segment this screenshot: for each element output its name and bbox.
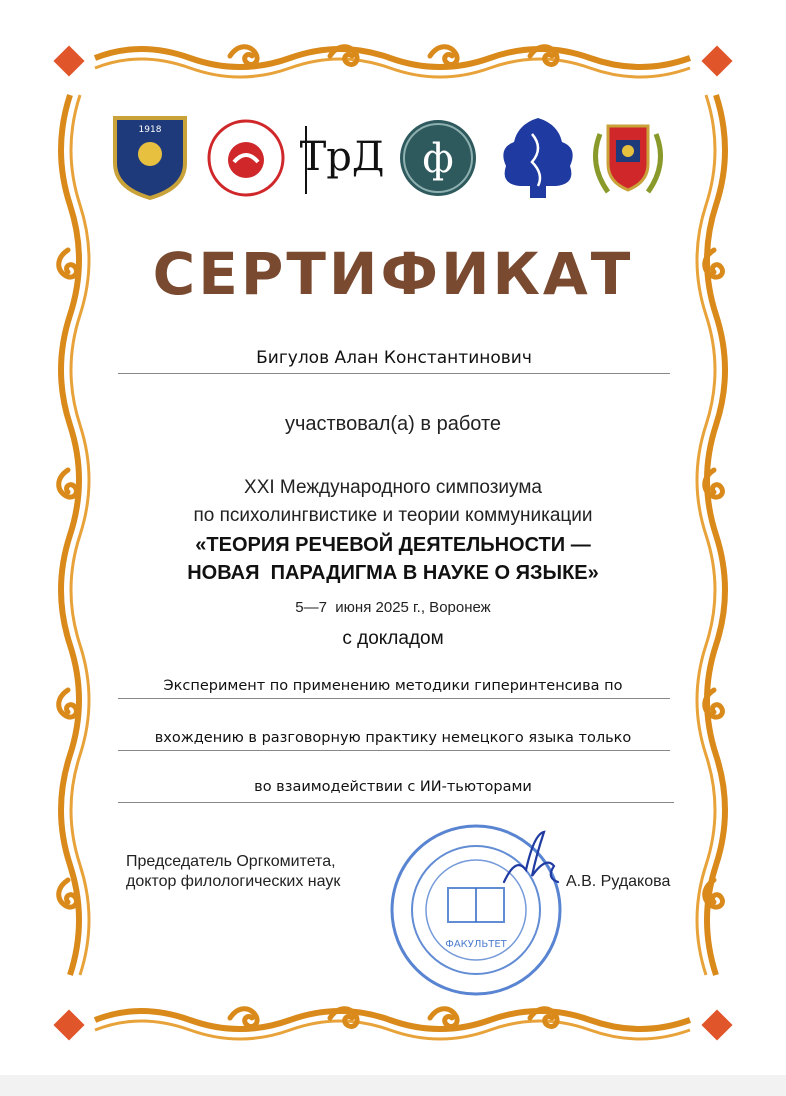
dna-tree-logo-icon — [503, 118, 572, 198]
svg-text:ф: ф — [422, 136, 454, 182]
certificate-title: СЕРТИФИКАТ — [152, 240, 634, 308]
laurel-shield-crest-icon — [596, 126, 661, 192]
frame-bottom — [95, 1009, 690, 1039]
theme-line-1: «ТЕОРИЯ РЕЧЕВОЙ ДЕЯТЕЛЬНОСТИ — — [195, 534, 591, 556]
report-underline-3 — [118, 802, 674, 803]
frame-top — [95, 47, 690, 77]
frame-corner-bottom-right — [701, 1009, 732, 1040]
svg-text:1918: 1918 — [138, 125, 162, 135]
with-report-text: с докладом — [342, 628, 444, 649]
frame-corner-top-right — [701, 45, 732, 76]
participated-text: участвовал(а) в работе — [284, 413, 502, 435]
report-underline-2 — [118, 750, 670, 751]
university-shield-crest-icon — [115, 118, 185, 198]
position-line-2: доктор филологических наук — [126, 873, 341, 890]
theme-line-2: НОВАЯ ПАРАДИГМА В НАУКЕ О ЯЗЫКЕ» — [187, 562, 599, 584]
phi-circle-logo-icon — [400, 120, 476, 196]
logos-row — [0, 110, 786, 200]
frame-corner-bottom-left — [53, 1009, 84, 1040]
event-dates: 5—7 июня 2025 г., Воронеж — [295, 599, 491, 616]
harbin-normal-university-seal-icon — [209, 121, 283, 195]
report-title-line-2: вхождению в разговорную практику немецкого языка только — [154, 730, 632, 746]
svg-text:ФАКУЛЬТЕТ: ФАКУЛЬТЕТ — [445, 939, 507, 950]
signer-name: А.В. Рудакова — [566, 873, 671, 890]
chairman-position — [126, 852, 340, 892]
report-title-line-3: во взаимодействии с ИИ-тьюторами — [254, 779, 532, 795]
recipient-name: Бигулов Алан Константинович — [256, 348, 532, 368]
position-line-1: Председатель Оргкомитета, — [126, 853, 336, 870]
report-underline-1 — [118, 698, 670, 699]
report-title-line-1: Эксперимент по применению методики гиперинтенсива по — [163, 678, 623, 694]
event-line-1: XXI Международного симпозиума — [244, 477, 542, 498]
recipient-underline — [118, 373, 670, 374]
handwritten-signature-icon — [496, 826, 566, 896]
trd-school-logo-icon — [300, 126, 385, 194]
event-line-2: по психолингвистике и теории коммуникации — [193, 505, 593, 526]
svg-text:ТрД: ТрД — [299, 134, 385, 180]
frame-corner-top-left — [53, 45, 84, 76]
